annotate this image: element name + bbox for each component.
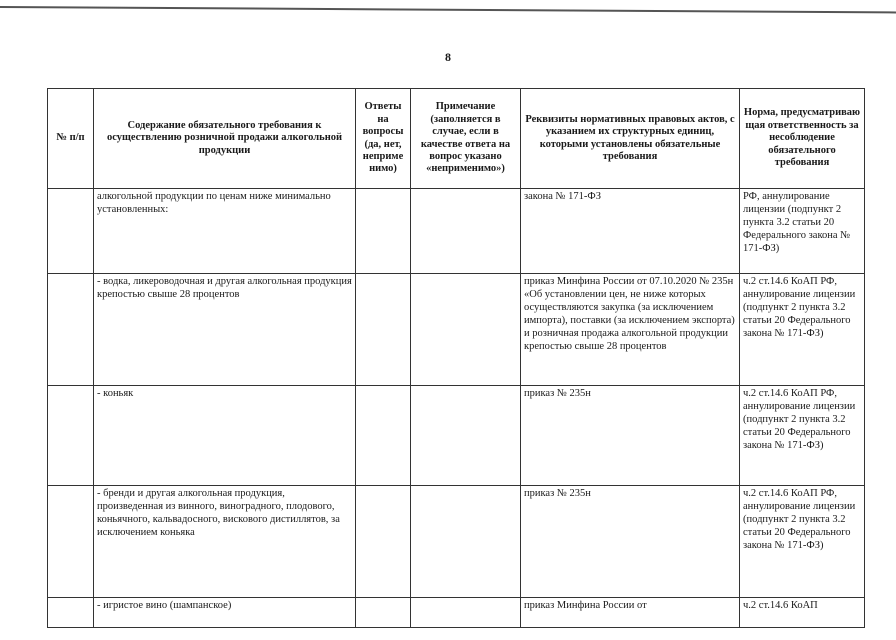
table-row bbox=[48, 189, 865, 274]
table-row bbox=[48, 274, 865, 386]
cell-requisites: закона № 171-ФЗ bbox=[521, 189, 740, 274]
header-note: Примечание (заполняется в случае, если в качестве ответа на вопрос указано «неприменимо») bbox=[411, 89, 521, 189]
cell-norm: ч.2 ст.14.6 КоАП РФ, аннулирование лицензии (подпункт 2 пункта 3.2 статьи 20 Федерального закона № 171-ФЗ) bbox=[740, 486, 865, 598]
cell-number bbox=[48, 274, 94, 386]
table-row bbox=[48, 386, 865, 486]
cell-norm: ч.2 ст.14.6 КоАП bbox=[740, 598, 865, 628]
cell-note[interactable] bbox=[411, 386, 521, 486]
cell-requisites: приказ Минфина России от 07.10.2020 № 235н «Об установлении цен, не ниже которых осуществляются закупка (за исключением импорта), поставки (за исключением экспорта) и розничная продажа алкогольной продукции крепостью свыше 28 процентов bbox=[521, 274, 740, 386]
table-header-row bbox=[48, 89, 865, 189]
cell-note[interactable] bbox=[411, 274, 521, 386]
cell-note[interactable] bbox=[411, 598, 521, 628]
cell-content: - коньяк bbox=[94, 386, 356, 486]
header-number: № п/п bbox=[48, 89, 94, 189]
cell-answer[interactable] bbox=[356, 598, 411, 628]
header-requisites: Реквизиты нормативных правовых актов, с указанием их структурных единиц, которыми установлены обязательные требования bbox=[521, 89, 740, 189]
header-content: Содержание обязательного требования к осуществлению розничной продажи алкогольной продукции bbox=[94, 89, 356, 189]
cell-content: - бренди и другая алкогольная продукция, произведенная из винного, виноградного, плодового, коньячного, кальвадосного, вискового дистиллятов, за исключением коньяка bbox=[94, 486, 356, 598]
cell-number bbox=[48, 189, 94, 274]
table-row bbox=[48, 598, 865, 628]
cell-requisites: приказ № 235н bbox=[521, 386, 740, 486]
cell-norm: РФ, аннулирование лицензии (подпункт 2 пункта 3.2 статьи 20 Федерального закона № 171-ФЗ) bbox=[740, 189, 865, 274]
table-row bbox=[48, 486, 865, 598]
cell-answer[interactable] bbox=[356, 189, 411, 274]
cell-note[interactable] bbox=[411, 189, 521, 274]
cell-content: - водка, ликероводочная и другая алкогольная продукция крепостью свыше 28 процентов bbox=[94, 274, 356, 386]
cell-number bbox=[48, 598, 94, 628]
cell-content: - игристое вино (шампанское) bbox=[94, 598, 356, 628]
page-number: 8 bbox=[445, 50, 451, 64]
cell-norm: ч.2 ст.14.6 КоАП РФ, аннулирование лицензии (подпункт 2 пункта 3.2 статьи 20 Федерального закона № 171-ФЗ) bbox=[740, 274, 865, 386]
cell-answer[interactable] bbox=[356, 486, 411, 598]
scan-top-line bbox=[0, 6, 896, 13]
header-answers: Ответы на вопросы (да, нет, неприме нимо) bbox=[356, 89, 411, 189]
cell-number bbox=[48, 486, 94, 598]
requirements-table bbox=[47, 88, 865, 628]
cell-number bbox=[48, 386, 94, 486]
cell-answer[interactable] bbox=[356, 274, 411, 386]
cell-requisites: приказ Минфина России от bbox=[521, 598, 740, 628]
cell-answer[interactable] bbox=[356, 386, 411, 486]
cell-requisites: приказ № 235н bbox=[521, 486, 740, 598]
cell-content: алкогольной продукции по ценам ниже минимально установленных: bbox=[94, 189, 356, 274]
header-norm: Норма, предусматриваю щая ответственность за несоблюдение обязательного требования bbox=[740, 89, 865, 189]
cell-note[interactable] bbox=[411, 486, 521, 598]
cell-norm: ч.2 ст.14.6 КоАП РФ, аннулирование лицензии (подпункт 2 пункта 3.2 статьи 20 Федерального закона № 171-ФЗ) bbox=[740, 386, 865, 486]
